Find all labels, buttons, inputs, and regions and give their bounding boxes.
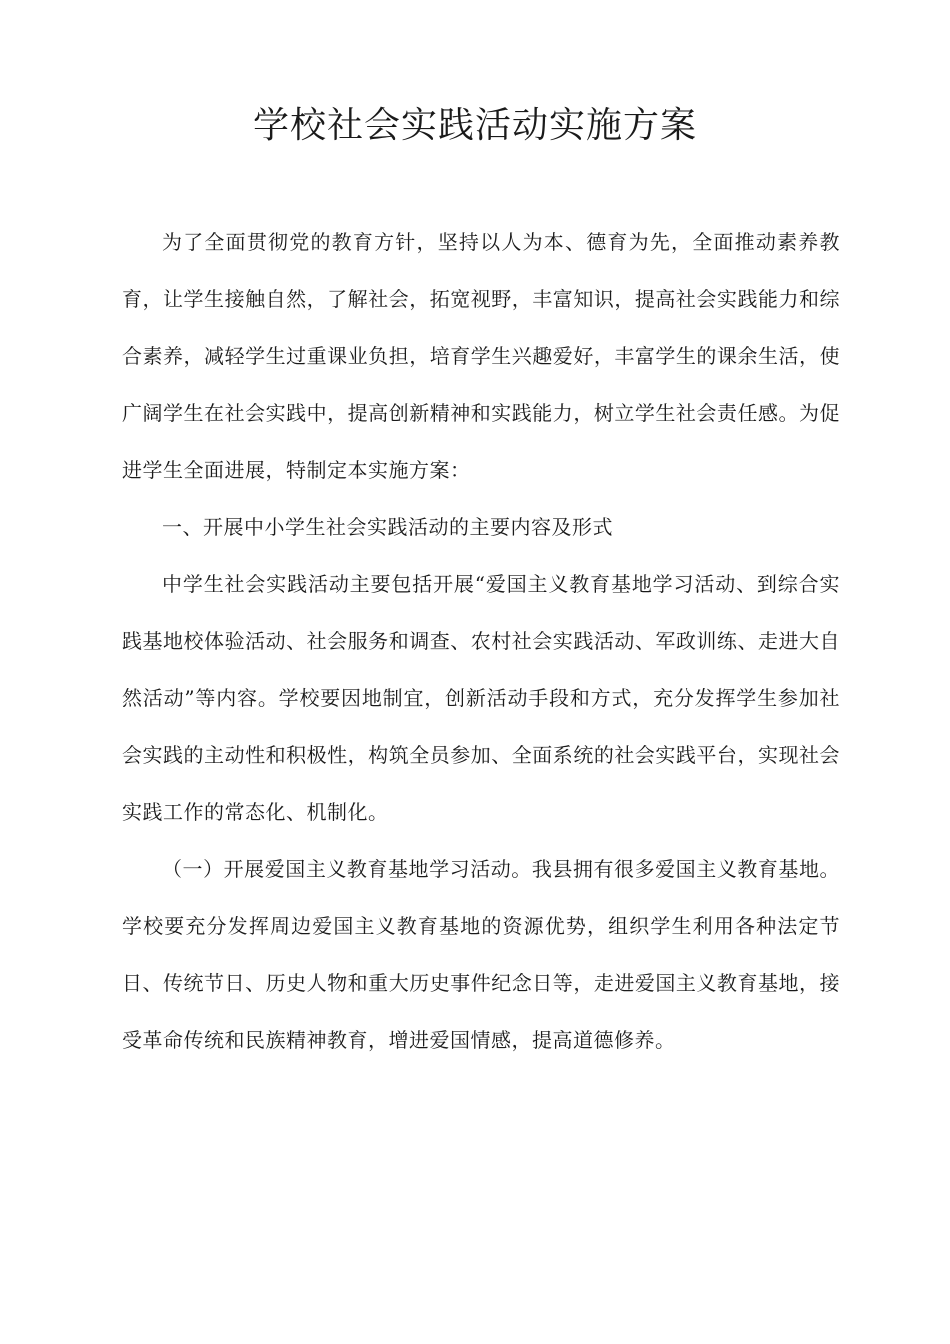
paragraph-intro: 为了全面贯彻党的教育方针，坚持以人为本、德育为先，全面推动素养教育，让学生接触自然，了解社会，拓宽视野，丰富知识，提高社会实践能力和综合素养，减轻学生过重课业负担，培育学生兴趣爱好，丰富学生的课余生活，使广阔学生在社会实践中，提高创新精神和实践能力，树立学生社会责任感。为促进学生全面进展，特制定本实施方案： — [122, 230, 840, 482]
document-body — [122, 214, 840, 1069]
document-title: 学校社会实践活动实施方案 — [252, 105, 697, 146]
paragraph-subsection-1: （一）开展爱国主义教育基地学习活动。我县拥有很多爱国主义教育基地。学校要充分发挥周边爱国主义教育基地的资源优势，组织学生利用各种法定节日、传统节日、历史人物和重大历史事件纪念日等，走进爱国主义教育基地，接受革命传统和民族精神教育，增进爱国情感，提高道德修养。 — [122, 857, 840, 1052]
section-heading: 一、开展中小学生社会实践活动的主要内容及形式 — [162, 515, 613, 539]
paragraph-content: 中学生社会实践活动主要包括开展“爱国主义教育基地学习活动、到综合实践基地校体验活动、社会服务和调查、农村社会实践活动、军政训练、走进大自然活动”等内容。学校要因地制宜，创新活动手段和方式，充分发挥学生参加社会实践的主动性和积极性，构筑全员参加、全面系统的社会实践平台，实现社会实践工作的常态化、机制化。 — [122, 572, 840, 824]
